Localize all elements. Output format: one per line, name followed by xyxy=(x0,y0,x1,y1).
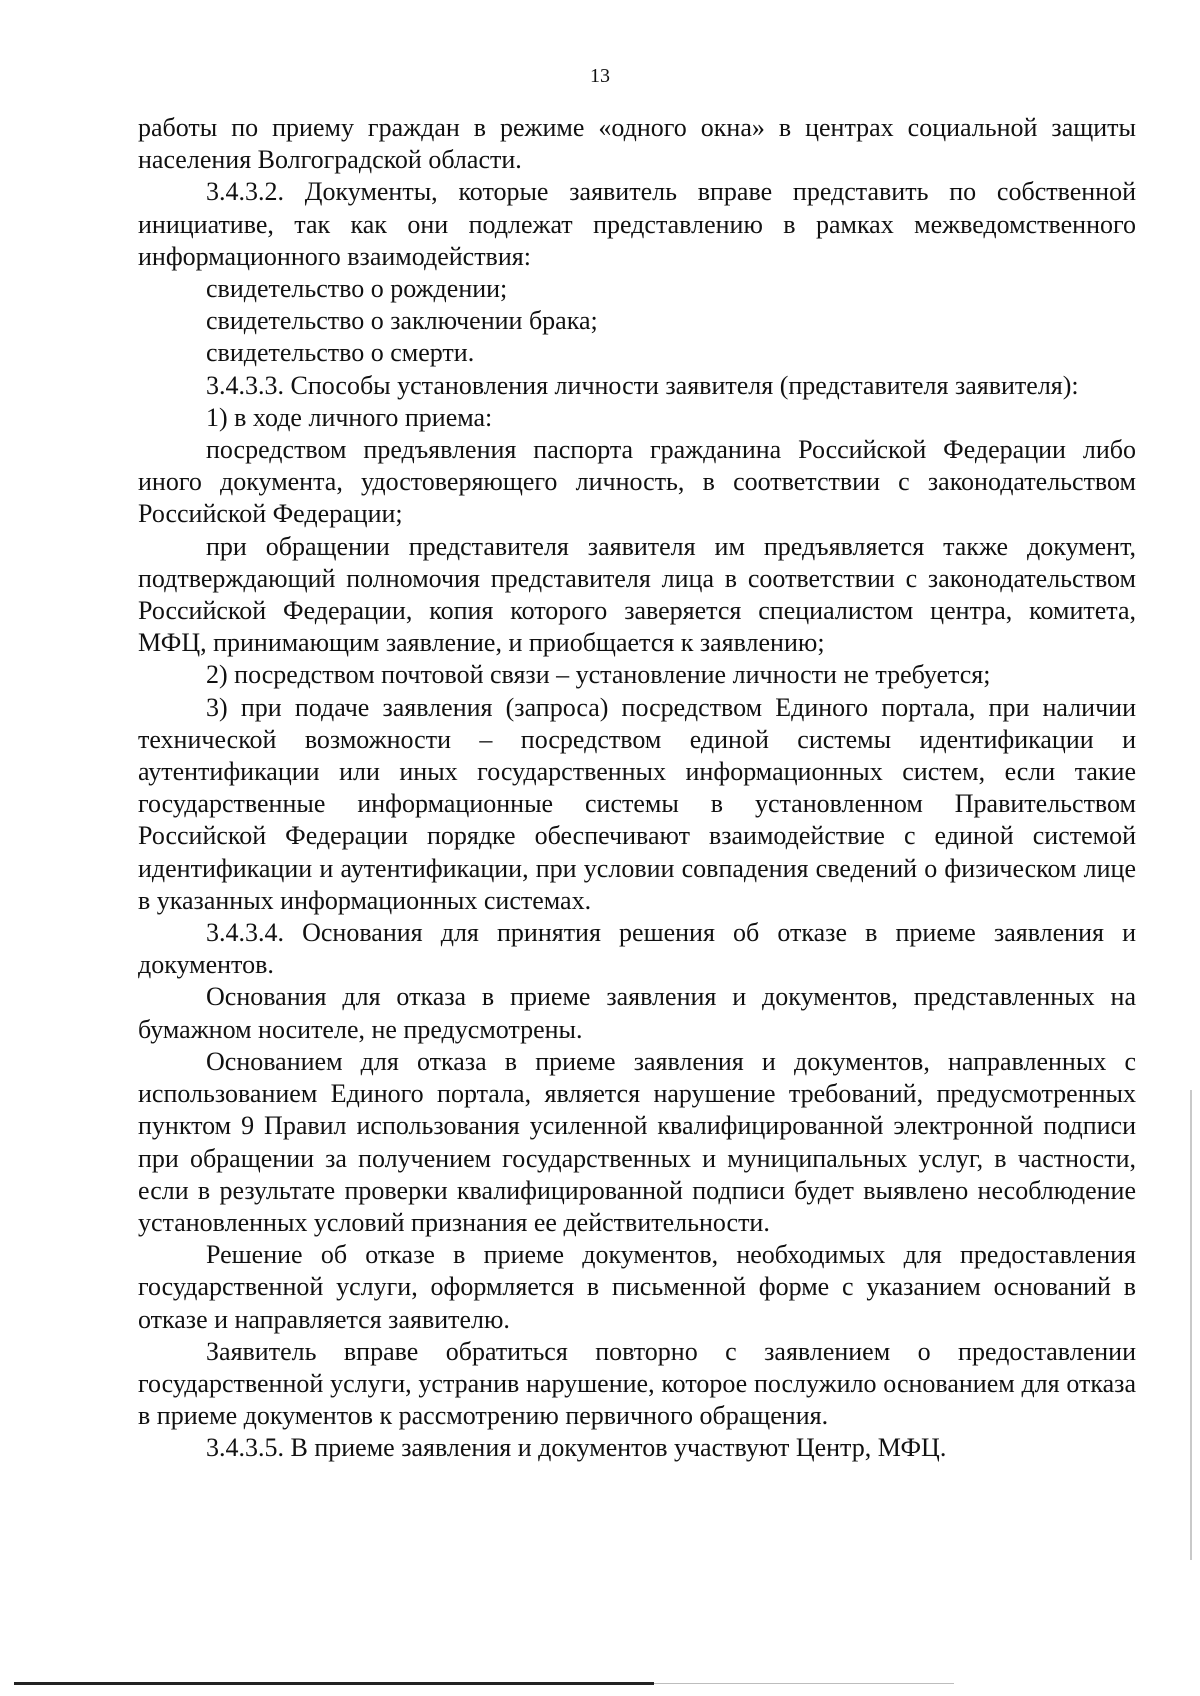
scan-edge-shadow xyxy=(1190,1090,1192,1560)
paragraph-continuation: работы по приему граждан в режиме «одного окна» в центрах социальной защиты населения Волгоградской области. xyxy=(138,113,1136,175)
page-number: 13 xyxy=(590,65,610,87)
paragraph-passport-presentation: посредством предъявления паспорта гражданина Российской Федерации либо иного документа, удостоверяющего личность, в соответствии с законодательством Российской Федерации; xyxy=(138,435,1136,529)
paragraph-single-portal: 3) при подаче заявления (запроса) посредством Единого портала, при наличии технической возможности – посредством единой системы идентификации и аутентификации или иных государственных информационных систем, если такие государственные информационные системы в установленном Правительством Российской Федерации порядке обеспечивают взаимодействие с единой системой идентификации и аутентификации, при условии совпадения сведений о физическом лице в указанных информационных системах. xyxy=(138,692,1136,915)
paragraph-3-4-3-4: 3.4.3.4. Основания для принятия решения об отказе в приеме заявления и документов. xyxy=(138,918,1136,980)
document-body xyxy=(138,112,1136,1465)
paragraph-3-4-3-3: 3.4.3.3. Способы установления личности заявителя (представителя заявителя): xyxy=(206,370,1079,400)
paragraph-refusal-decision: Решение об отказе в приеме документов, необходимых для предоставления государственной услуги, оформляется в письменной форме с указанием оснований в отказе и направляется заявителю. xyxy=(138,1240,1136,1334)
paragraph-3-4-3-5: 3.4.3.5. В приеме заявления и документов участвуют Центр, МФЦ. xyxy=(206,1433,947,1463)
list-item-personal-reception: 1) в ходе личного приема: xyxy=(206,402,493,432)
list-item-marriage-certificate: свидетельство о заключении брака; xyxy=(206,306,598,336)
paragraph-portal-refusal-grounds: Основанием для отказа в приеме заявления и документов, направленных с использованием Единого портала, является нарушение требований, предусмотренных пунктом 9 Правил использования усиленной квалифицированной электронной подписи при обращении за получением государственных и муниципальных услуг, в частности, если в результате проверки квалифицированной подписи будет выявлено несоблюдение установленных условий признания ее действительности. xyxy=(138,1046,1136,1237)
paragraph-repeat-application: Заявитель вправе обратиться повторно с заявлением о предоставлении государственной услуги, устранив нарушение, которое послужило основанием для отказа в приеме документов к рассмотрению первичного обращения. xyxy=(138,1336,1136,1431)
list-item-postal: 2) посредством почтовой связи – установление личности не требуется; xyxy=(206,660,991,690)
list-item-death-certificate: свидетельство о смерти. xyxy=(206,338,475,368)
paragraph-paper-refusal-grounds: Основания для отказа в приеме заявления и документов, представленных на бумажном носителе, не предусмотрены. xyxy=(138,982,1136,1044)
paragraph-3-4-3-2: 3.4.3.2. Документы, которые заявитель вправе представить по собственной инициативе, так как они подлежат представлению в рамках межведомственного информационного взаимодействия: xyxy=(138,177,1136,271)
scan-bottom-edge xyxy=(14,1682,654,1685)
paragraph-representative-document: при обращении представителя заявителя им предъявляется также документ, подтверждающий полномочия представителя лица в соответствии с законодательством Российской Федерации, копия которого заверяется специалистом центра, комитета, МФЦ, принимающим заявление, и приобщается к заявлению; xyxy=(138,531,1136,658)
scan-bottom-edge-faint xyxy=(654,1683,954,1684)
list-item-birth-certificate: свидетельство о рождении; xyxy=(206,274,508,304)
